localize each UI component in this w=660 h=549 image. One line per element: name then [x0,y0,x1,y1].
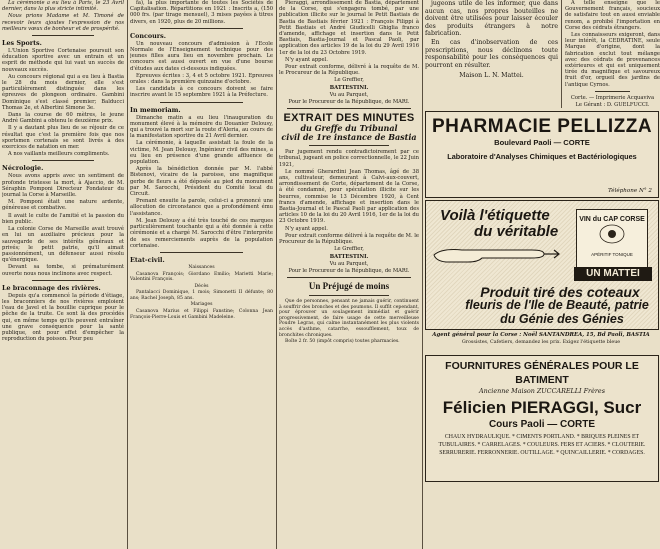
pharmacie-lab: Laboratoire d'Analyses Chimiques et Bactériologiques [447,152,637,161]
paragraph: M. Jean Delousy a été très touché de ces marques particulièrement touchante qui a été donnée à cette cérémonie et a chargé M. Sarocchi d'être l'interprète de ses remerciements auprès de la population cortenaise. [130,217,273,249]
divider [160,102,243,103]
paragraph: En cas d'inobservation de ces prescriptions, nous déclinons toute responsabilité pour les conséquences qui pourront en résulter. [425,38,558,69]
heading-sports: Les Sports. [2,39,42,48]
subheading-naissances: Naissances [188,264,215,270]
paragraph: A nos vaillants meilleurs compliments. [8,151,110,158]
extrait-subtitle: du Greffe du Tribunal [300,123,398,134]
procureur-line: Pour le Procureur de la République, de MARI. [288,99,410,106]
label-small-text: APÉRITIF TONIQUE [591,252,633,257]
divider [287,277,411,278]
paragraph: L'Union Sportive Cortenaise poursuit son éducation sportive avec un entrain et un esprit de méthode qui lui vaut un succès de nouveaux succès. [2,48,124,73]
paragraph: Epreuves écrites : 3, 4 et 5 octobre 1921. Epreuves orales : dans la première quinzaine d'octobre. [130,72,273,86]
paragraph: Pieraggi, arrondissement de Bastia, département de la Corse, qui s'engagera tombé, par une publication illicite sur le journal le Petit Bastiais de Bastia de Bastiais février 1921 : François Filippi à Petit Bastiais et André Giudicelli Ghiglia franco d'amende, affichage et insertion dans le Petit Bastiais, Bastia-Journal et Pascal Paoli, par application des articles 19 de la loi du 29 Avril 1916 1er de la loi du 23 Octobre 1919. [279,0,419,56]
paragraph: La cérémonie, à laquelle assistait la foule de la victime, M. Jean Delousy, Ingénieur civil des mines, a eu lieu en présence d'une grande affluence de population. [130,140,273,166]
paragraph: Devant sa tombe, si prématurément ouverte nous nous inclinons avec respect. [2,264,124,277]
vin-ad-product-line: Produit tiré des coteaux [480,284,640,300]
heading-concours: Concours. [130,31,166,40]
column-rule [127,0,128,549]
column-2 [130,0,273,549]
gerant: Le Gérant : D. GUELFUCCI. [575,102,650,108]
paragraph: Pour extrait conforme, délivré à la requête de M. le Procureur de la République. [279,64,419,77]
paragraph: Après la bénédiction donnée par M. l'abbé Bistenovi, vicaire de la paroisse, une magnifique gerbe de fleurs a été déposée au pied du monument par M. Sarocchi, Président du Comité local du Circuit. [130,166,273,198]
paragraph: Pantalacci Dominique, 1 mois; Simonetti II défunte; 80 ans; Rachel Joseph, 85 ans. [130,290,273,301]
heading-necrologie: Nécrologie. [2,164,44,173]
divider [309,295,389,296]
paragraph: Par jugement rendu contradictoirement par ce tribunal, jugeant en police correctionnelle, le 22 Juin 1921, [279,149,419,168]
paragraph: A telle enseigne que le Gouvernement français, soucieux de satisfaire tout en aussi enviable renom, a prohibé l'importation en Corse des cédrats étrangers. [565,0,660,31]
paragraph: Boîte 2 fr. 50 (impôt compris) toutes pharmacies. [285,339,400,345]
divider [32,35,94,36]
wedding-note: La cérémonie a eu lieu à Paris, le 23 Avril dernier, dans la plus stricte intimité. [2,0,124,13]
column-rule [561,0,562,108]
fournitures-ancienne-maison: Ancienne Maison ZUCCARELLI Frères [479,387,605,395]
paragraph: Casanova Marius et Filippi Fanstine; Colonna Jean François-Pierre-Louis et Gambini Madeleine. [130,309,273,320]
signature-mattei: Maison L. N. Mattei. [459,72,524,80]
greffier-name: BATTESTINI. [329,84,369,91]
fournitures-ad [425,355,659,482]
mattei-banner: UN MATTEI [574,267,652,281]
vin-ad-line-1: Voilà l'étiquette [440,207,550,224]
heading-etat-civil: Etat-civil. [130,255,165,264]
paragraph: N'y ayant appel. [285,56,328,63]
bottle-label [576,209,648,273]
heading-memoriam: In memoriam. [130,105,181,114]
column-5 [565,0,660,108]
paragraph: Prenant ensuite la parole, celui-ci a prononcé une allocution de circonstance que a profondément ému l'assistance. [130,198,273,217]
paragraph: Au concours régional qui a eu lieu à Bastia le 28 du mois dernier, elle s'est particulièrement distinguée dans les épreuves de plongeon ordinaire. Gambini Dominique s'est classé premier; Balducci Thomas 2e, et Albertini Simone 3e. [2,73,124,111]
prejuge-heading: Un Préjugé de moins [308,281,390,292]
paragraph: Les candidats à ce concours doivent se faire inscrire avant le 15 septembre 1921 à la Préfecture. [130,86,273,99]
wedding-wishes: Nous prions Madame et M. Timoné de recevoir leurs ajoutes l'expression de nos meilleurs vœux de bonheur et de prospérité. [2,13,124,32]
fournitures-products: CHAUX HYDRAULIQUE. * CIMENTS PORTLAND. * BRIQUES PLEINES ET TUBULAIRES. * CARRELAGES. * COULEURS. FERS ET ACIERS. * CLOUTERIE. SERRURERIE. FERRONNERIE. OUTILLAGE. * QUINCAILLERIE. * CORDAGES. [438,434,646,456]
divider [287,108,411,109]
greffier-label: Le Greffier, [334,246,364,253]
column-rule [276,0,277,549]
paragraph: Depuis qu'a commencé la période d'étiage, les braconniers de nos rivières emploient l'eau de Javel et la bouillie cuprique pour le pêche de la truite. Ce sont là des procédés qui, en même temps qu'ils peuvent entraîner une grave conséquence pour la santé publique, ont pour effet d'empêcher la reproduction du poisson. Pour peu [2,292,124,343]
fournitures-title: FOURNITURES GÉNÉRALES POUR LE BATIMENT [445,360,639,386]
pharmacie-ad [425,111,659,198]
divider [32,160,94,161]
pharmacie-address: Boulevard Paoli — CORTE [494,138,590,147]
vu-au-parquet: Vu au Parquet, [329,91,369,98]
paragraph: Que de personnes, pensant ne jamais guérir, continuent à souffrir des bronches et des poumons. Il suffit cependant, pour éprouver un soulagement immédiat et guérir progressivement, de faire usage de cette merveilleuse Poudre Legras, qui calme instantanément les plus violents accès d'asthme, catarrhe, essoufflement, toux de bronchites chroniques. [279,299,419,338]
vin-cap-corse-ad [425,200,659,330]
agent-line-2: Grossistes, Cafetiers, demandez les prix. Exigez l'étiquette bleue [461,340,621,345]
divider [160,28,243,29]
agent-line: Agent général pour la Corse : Noël SANTANDREA, 15, Bd Paoli, BASTIA [432,332,650,338]
imprimerie: Corte. — Imprimerie Acquaviva [570,94,655,101]
pharmacie-title: PHARMACIE PELLIZZA [431,116,653,137]
procureur-line: Pour le Procureur de la République, de MARI. [288,267,410,274]
vin-ad-product-line-3: du Génie des Génies [500,312,624,326]
paragraph: Dimanche matin a eu lieu l'inauguration du monument élevé à la mémoire du Douanier Delousy, qui a trouvé la mort sur la route d'Aleria, au cours de la manifestation sportive du 21 Avril dernier. [130,114,273,140]
subheading-mariages: Mariages [190,302,213,308]
fournitures-address: Cours Paoli — CORTE [488,419,596,430]
paragraph: M. Pomponi était une nature ardente, généreuse et combative. [2,199,124,212]
paragraph: Il avait le culte de l'amitié et la passion du bien public. [2,212,124,225]
fournitures-name: Félicien PIERAGGI, Sucr [442,398,642,417]
column-4 [425,0,558,108]
paragraph: La colonie Corse de Marseille avait trouvé en lui un auxiliaire précieux pour la sauvegarde de ses intérêts généraux et privés; le petit patrie, qu'il aimait passionnément, un défenseur aussi résolu qu'énergique. [2,226,124,264]
label-title: VIN du CAP CORSE [579,216,645,223]
paragraph: fa), la plus importante de toutes les Sociétés de Capitalisation. Répartitions en 1921 : Inscrits a, (150 000 frs. (par tirage mensuel), 3 mises payées à titres divers, en 1920, plus de 20 millions. [130,0,273,25]
pointing-hand-icon [432,243,560,265]
paragraph: Le nommé Gherardini Jean Thomas, âgé de 38 ans, cultivateur, demeurant à Calvi-aux-couvert, arrondissement de Corte, département de la Corse, à été condamné, pour spéculation illicite sur les beurres, commise le 13 Décembre 1920, à Cent francs d'amende, affichage et insertion dans le Bastia-Journal et le Pascal Paoli par application des articles 10 de la loi du 20 Avril 1916, 1er de la loi du 23 Octobre 1919. [279,168,419,225]
greffier-label: Le Greffier, [334,77,364,84]
extrait-subtitle-2: civil de 1re instance de Bastia [281,132,417,143]
extrait-title: EXTRAIT DES MINUTES [283,112,415,125]
paragraph: Les connaisseurs exigeront, dans leur intérêt, la CEDRATINE, seule Marque d'origine, dont la fabrication exclut tout mélange avec des cédrats de provenances extérieures et qui est uniquement tirée du magnifique et savoureux fruit d'or, orgueil des jardins de l'antique Cyrnos. [565,32,660,88]
vin-ad-product-line-2: fleuris de l'Ile de Beauté, patrie [465,298,649,312]
paragraph: Pour extrait conforme délivré à la requête de M. le Procureur de la République. [279,232,419,246]
subheading-deces: Décès [194,283,209,289]
paragraph: jugeons utile de les informer, que dans aucun cas, nos propres bouteilles ne doivent être utilisées pour laisser écouler des produits étrangers à notre fabrication. [425,0,558,38]
paragraph: Il y a dautant plus lieu de se réjouir de ce résultat que c'est la première fois que nos sportsmen cortenais se sont livrés à des exercices de natation en mer. [2,125,124,151]
paragraph: Casanova François; Giordano Emilio; Marietti Marie; Valentini François. [130,271,273,283]
paragraph: Dans la course de 60 mètres, le jeune André Gambini a obtenu le deuxième prix. [2,112,124,125]
divider [32,280,94,281]
paragraph: Nous avons appris avec un sentiment de profonde tristesse la mort, à Ajaccio, de M. Séraphin Pomponi Directeur Fondateur du journal la Corse à Marseille. [2,173,124,199]
vin-ad-line-2: du véritable [474,223,559,240]
pharmacie-telephone: Téléphone N° 2 [608,188,652,194]
label-crest-icon [577,223,647,245]
column-rule [422,0,423,549]
greffier-name: BATTESTINI. [329,253,369,260]
column-3 [279,0,419,549]
paragraph: Un nouveau concours d'admission à l'Ecole Normale de l'Enseignement technique pour des jeunes filles aura lieu en novembre prochain. Le concours est aussi ouvert en vue d'une bourse d'études aux dates ci-dessous indiquées. [130,40,273,72]
divider [595,91,630,92]
divider [309,145,389,146]
vu-au-parquet: Vu au Parquet, [329,260,369,267]
divider [160,252,243,253]
column-1 [2,0,124,549]
paragraph: N'y ayant appel. [285,225,328,232]
heading-braconnage: Le braconnage des rivières. [2,283,101,292]
